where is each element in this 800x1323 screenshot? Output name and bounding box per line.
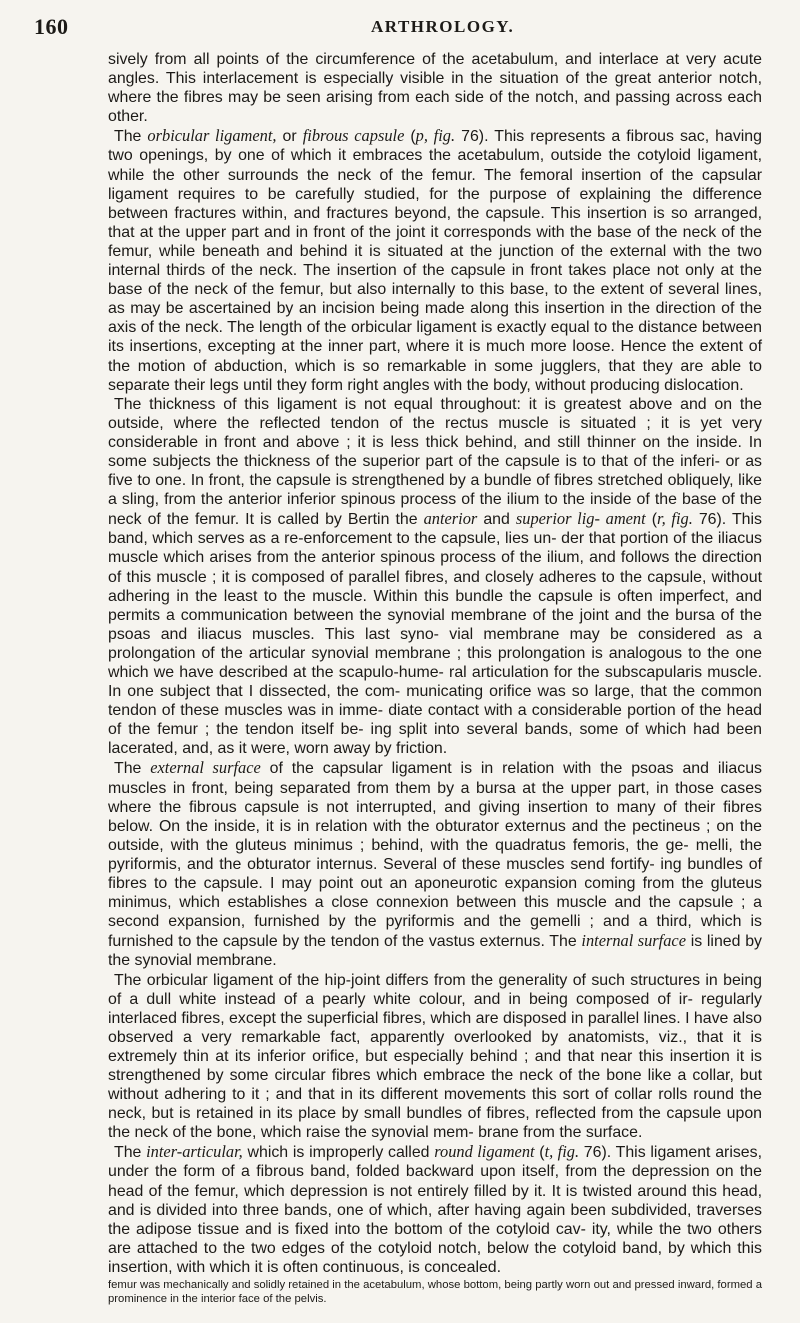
paragraph-external-surface [108,758,762,970]
text-run: of the capsular ligament is in relation with the psoas and iliacus muscles in front, being separated from them by a bursa at the upper part, in those cases where the fibrous capsule is not interrupted, and giving insertion to many of their fibres below. On the inside, it is in relation with the obturator externus and the pectineus ; on the outside, with the gluteus minimus ; behind, with the quadratus femoris, the ge- melli, the pyriformis, and the obturator internus. Several of these muscles send fortify- ing bundles of fibres to the capsule. I may point out an aponeurotic expansion coming from the gluteus minimus, which establishes a close connexion between this muscle and the capsule ; a second expansion, furnished by the pyriformis and the gemelli ; and a third, which is furnished to the capsule by the tendon of the vastus externus. The [108,760,762,951]
text-run: 76). This band, which serves as a re-enforcement to the capsule, lies un- der that portion of the iliacus muscle which arises from the anterior spinous process of the ilium, and follows the direction of this muscle ; it is composed of parallel fibres, and closely adheres to the capsule, without adhering in the least to the muscle. Within this bundle the capsule is often imperfect, and permits a communication between the synovial membrane of the joint and the bursa of the psoas and iliacus muscles. This last syno- vial membrane may be considered as a prolongation of the articular synovial membrane ; this prolongation is analogous to the one which we have described at the scapulo-hume- ral articulation for the subscapularis muscle. In one subject that I dissected, the com- municating orifice was so large, that the common tendon of these muscles was in imme- diate contact with a considerable portion of the head of the femur ; the tendon itself be- ing split into several bands, some of which had been lacerated, and, as it were, worn away by friction. [108,511,762,758]
text-run: The [114,128,148,146]
italic-term: fibrous capsule [302,126,405,146]
figure-reference: r, fig. [657,509,693,529]
running-head [34,14,762,50]
footnote: femur was mechanically and solidly retained in the acetabulum, whose bottom, being partly worn out and pressed inward, formed a prominence in the interior face of the pelvis. [108,1279,762,1305]
page-number: 160 [34,14,69,39]
text-run: is lined by the synovial membrane. [108,933,762,970]
italic-term: external surface [150,758,261,778]
text-run: ( [404,128,416,146]
italic-term: orbicular ligament, [147,126,277,146]
body-text [108,50,762,1277]
text-run: sively from all points of the circumference of the acetabulum, and interlace at very acute angles. This interlacement is especially visible in the situation of the great anterior notch, where the fibres may be seen arising from each side of the notch, and passing across each other. [108,51,762,126]
italic-term: round ligament [434,1142,535,1162]
italic-term: internal surface [581,931,686,951]
text-run: and [477,511,516,529]
text-run: The orbicular ligament of the hip-joint differs from the generality of such structures in being of a dull white instead of a pearly white colour, and in being composed of ir- regularly interlaced fibres, except the superficial fibres, which are disposed in parallel lines. I have also observed a very remarkable fact, apparently overlooked by anatomists, viz., that it is extremely thin at its inferior orifice, but especially behind ; and that near this insertion it is strengthened by some circular fibres which embrace the neck of the bone like a collar, but without adhering to it ; and that in its different movements this sort of collar rolls round the neck, but is retained in its place by small bundles of fibres, reflected from the capsule upon the neck of the bone, which raise the synovial mem- brane from the surface. [108,971,762,1142]
paragraph-thickness [108,395,762,759]
text-run: The [114,1144,147,1162]
text-run: which is improperly called [242,1144,435,1162]
italic-term: superior lig- ament [515,509,646,529]
paragraph-orbicular-ligament [108,126,762,394]
paragraph-inter-articular [108,1142,762,1277]
text-run: or [276,128,303,146]
text-run: ( [645,511,658,529]
text-run: ( [534,1144,545,1162]
paragraph-hip-joint [108,971,762,1143]
figure-reference: t, fig. [544,1142,580,1162]
text-run: The [114,760,151,778]
text-run: The thickness of this ligament is not equal throughout: it is greatest above and on the outside, where the reflected tendon of the rectus muscle is situated ; it is yet very considerable in front and above ; it is less thick behind, and still thinner on the inside. In some subjects the thickness of the superior part of the capsule is to that of the inferi- or as five to one. In front, the capsule is strengthened by a bundle of fibres stretched obliquely, like a sling, from the anterior inferior spinous process of the ilium to the inside of the base of the neck of the femur. It is called by Bertin the [108,395,762,529]
italic-term: anterior [423,509,478,529]
running-title: ARTHROLOGY. [371,17,515,36]
italic-term: inter-articular, [146,1142,243,1162]
text-run: 76). This ligament arises, under the form of a fibrous band, folded backward upon itself, from the depression on the head of the femur, which depression is not entirely filled by it. It is twisted around this head, and is divided into three bands, one of which, after having again been subdivided, traverses the adipose tissue and is fixed into the bottom of the cotyloid cav- ity, while the two others are attached to the two edges of the cotyloid notch, below the cotyloid band, by which this insertion, with which it is often continuous, is concealed. [108,1144,762,1276]
paragraph-1 [108,50,762,126]
text-run: 76). This represents a fibrous sac, having two openings, by one of which it embraces the acetabulum, outside the cotyloid ligament, while the other surrounds the neck of the femur. The femoral insertion of the capsular ligament requires to be carefully studied, for the purpose of explaining the difference between fractures within, and fractures beyond, the capsule. This insertion is so arranged, that at the upper part and in front of the joint it corresponds with the base of the neck of the femur, while beneath and behind it is situated at the junction of the external with the two internal thirds of the neck. The insertion of the capsule in front takes place not only at the base of the neck of the femur, but also internally to this base, to the extent of several lines, as may be ascertained by an incision being made along this insertion in the direction of the axis of the neck. The length of the orbicular ligament is exactly equal to the distance between its insertions, excepting at the inner part, where it is much more loose. Hence the extent of the motion of abduction, which is so remarkable in some jugglers, that they are able to separate their legs until they form right angles with the body, without producing dislocation. [108,128,762,394]
figure-reference: p, fig. [415,126,456,146]
